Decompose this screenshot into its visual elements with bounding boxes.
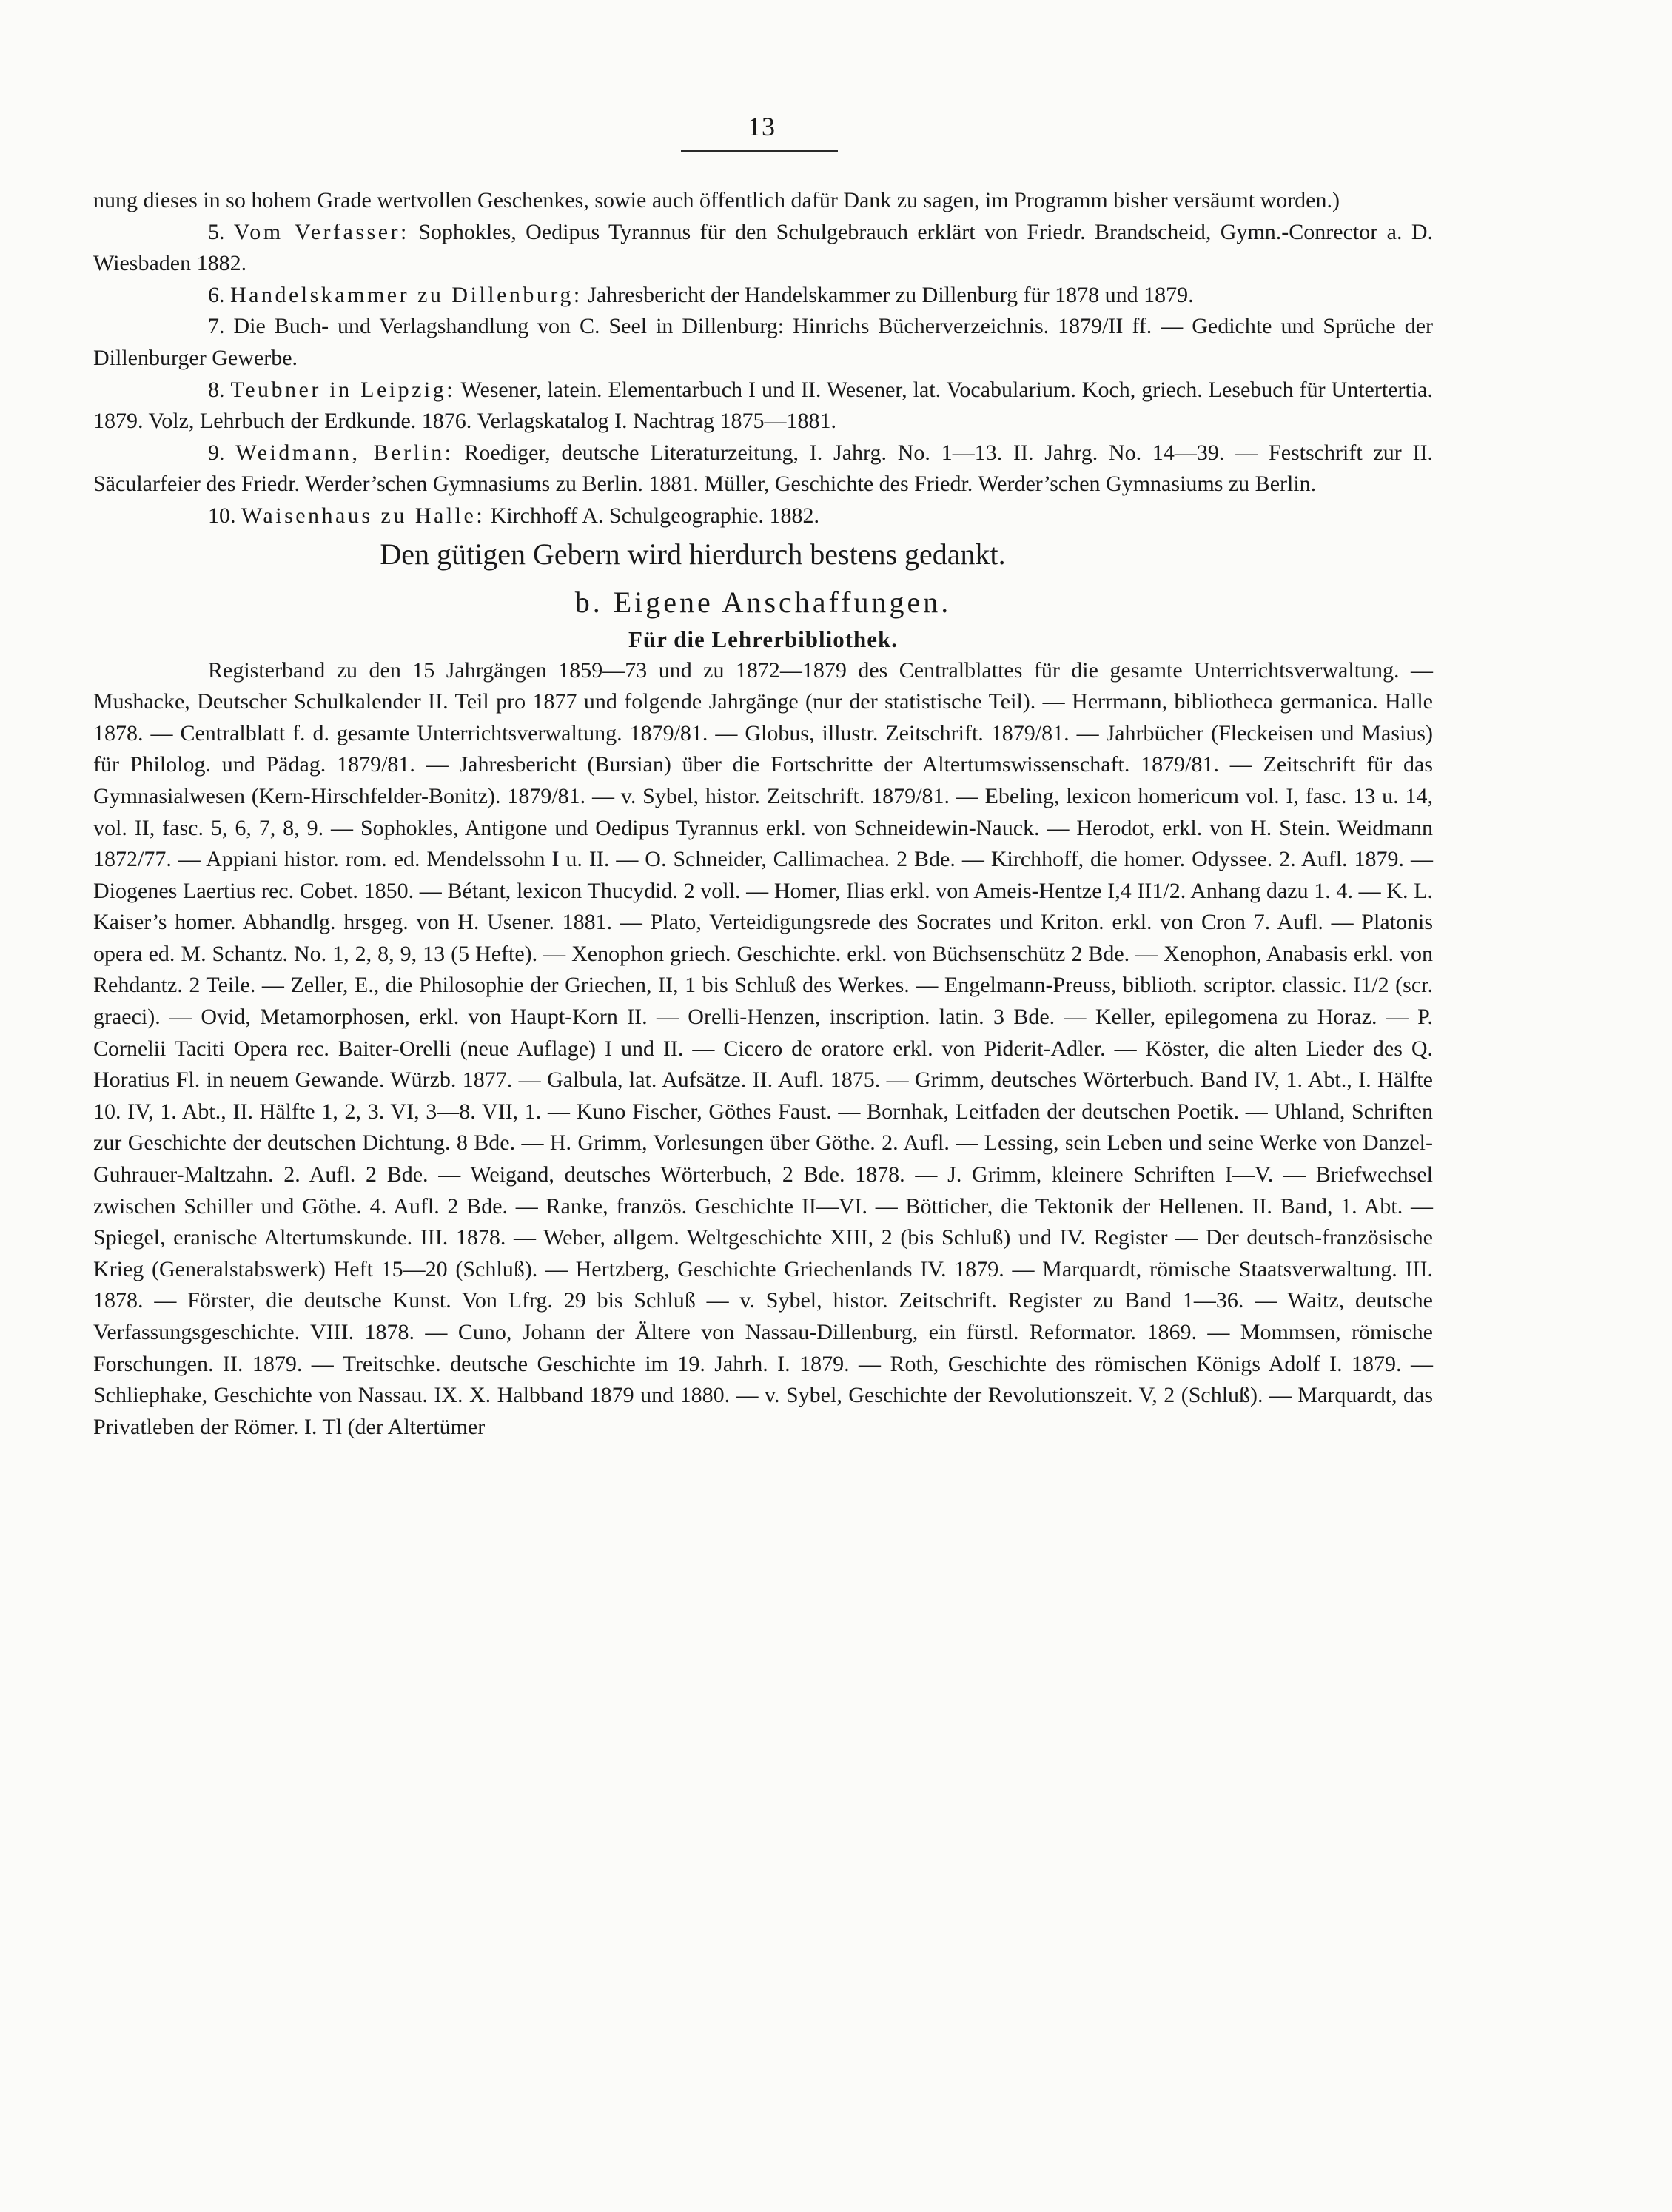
donation-item-10 — [93, 500, 1433, 532]
intro-continuation: nung dieses in so hohem Grade wertvollen Geschenkes, sowie auch öffentlich dafür Dank zu sagen, im Programm bisher versäumt worden.) — [93, 188, 1340, 212]
donation-text: Kirchhoff A. Schulgeographie. 1882. — [490, 503, 820, 528]
acquisitions-paragraph: Registerband zu den 15 Jahrgängen 1859—73 und zu 1872—1879 des Centralblattes für die gesamte Unterrichtsverwaltung. — Mushacke, Deutscher Schulkalender II. Teil pro 1877 und folgende Jahrgänge (nur der statistische Teil). — Herrmann, bibliotheca germanica. Halle 1878. — Centralblatt f. d. gesamte Unterrichtsverwaltung. 1879/81. — Globus, illustr. Zeitschrift. 1879/81. — Jahrbücher (Fleckeisen und Masius) für Philolog. und Pädag. 1879/81. — Jahresbericht (Bursian) über die Fortschritte der Altertumswissenschaft. 1879/81. — Zeitschrift für das Gymnasialwesen (Kern-Hirschfelder-Bonitz). 1879/81. — v. Sybel, histor. Zeitschrift. 1879/81. — Ebeling, lexicon homericum vol. I, fasc. 13 u. 14, vol. II, fasc. 5, 6, 7, 8, 9. — Sophokles, Antigone und Oedipus Tyrannus erkl. von Schneidewin-Nauck. — Herodot, erkl. von H. Stein. Weidmann 1872/77. — Appiani histor. rom. ed. Mendelssohn I u. II. — O. Schneider, Callimachea. 2 Bde. — Kirchhoff, die homer. Odyssee. 2. Aufl. 1879. — Diogenes Laertius rec. Cobet. 1850. — Bétant, lexicon Thucydid. 2 voll. — Homer, Ilias erkl. von Ameis-Hentze I,4 II1/2. Anhang dazu 1. 4. — K. L. Kaiser’s homer. Abhandlg. hrsgeg. von H. Usener. 1881. — Plato, Verteidigungsrede des Socrates und Kriton. erkl. von Cron 7. Aufl. — Platonis opera ed. M. Schantz. No. 1, 2, 8, 9, 13 (5 Hefte). — Xenophon griech. Geschichte. erkl. von Büchsenschütz 2 Bde. — Xenophon, Anabasis erkl. von Rehdantz. 2 Teile. — Zeller, E., die Philosophie der Griechen, II, 1 bis Schluß des Werkes. — Engelmann-Preuss, biblioth. scriptor. classic. I1/2 (scr. graeci). — Ovid, Metamorphosen, erkl. von Haupt-Korn II. — Orelli-Henzen, inscription. latin. 3 Bde. — Keller, epilegomena zu Horaz. — P. Cornelii Taciti Opera rec. Baiter-Orelli (neue Auflage) I und II. — Cicero de oratore erkl. von Piderit-Adler. — Köster, die alten Lieder des Q. Horatius Fl. in neuem Gewande. Würzb. 1877. — Galbula, lat. Aufsätze. II. Aufl. 1875. — Grimm, deutsches Wörterbuch. Band IV, 1. Abt., I. Hälfte 10. IV, 1. Abt., II. Hälfte 1, 2, 3. VI, 3—8. VII, 1. — Kuno Fischer, Göthes Faust. — Bornhak, Leitfaden der deutschen Poetik. — Uhland, Schriften zur Geschichte der deutschen Dichtung. 8 Bde. — H. Grimm, Vorlesungen über Göthe. 2. Aufl. — Lessing, sein Leben und seine Werke von Danzel-Guhrauer-Maltzahn. 2. Aufl. 2 Bde. — Weigand, deutsches Wörterbuch, 2 Bde. 1878. — J. Grimm, kleinere Schriften I—V. — Briefwechsel zwischen Schiller und Göthe. 4. Aufl. 2 Bde. — Ranke, französ. Geschichte II—VI. — Bötticher, die Tektonik der Hellenen. II. Band, 1. Abt. — Spiegel, eranische Altertumskunde. III. 1878. — Weber, allgem. Weltgeschichte XIII, 2 (bis Schluß) und IV. Register — Der deutsch-französische Krieg (Generalstabswerk) Heft 15—20 (Schluß). — Hertzberg, Geschichte Griechenlands IV. 1879. — Marquardt, römische Staatsverwaltung. III. 1878. — Förster, die deutsche Kunst. Von Lfrg. 29 bis Schluß — v. Sybel, histor. Zeitschrift. Register zu Band 1—36. — Waitz, deutsche Verfassungsgeschichte. VIII. 1878. — Cuno, Johann der Ältere von Nassau-Dillenburg, ein fürstl. Reformator. 1869. — Mommsen, römische Forschungen. II. 1879. — Treitschke. deutsche Geschichte im 19. Jahrh. I. 1879. — Roth, Geschichte des römischen Königs Adolf I. 1879. — Schliephake, Geschichte von Nassau. IX. X. Halbband 1879 und 1880. — v. Sybel, Geschichte der Revolutionszeit. V, 2 (Schluß). — Marquardt, das Privatleben der Römer. I. Tl (der Altertümer — [93, 657, 1433, 1439]
donation-number: 7. — [208, 314, 225, 339]
donation-item-9 — [93, 438, 1433, 500]
donation-number: 9. — [208, 440, 225, 465]
section-title: b. Eigene Anschaffungen. — [574, 585, 952, 619]
donation-number: 10. — [208, 503, 236, 528]
page-body — [93, 185, 1433, 1443]
donation-item-6 — [93, 280, 1433, 312]
donation-number: 8. — [208, 377, 225, 402]
donation-number: 6. — [208, 282, 225, 307]
donation-item-8 — [93, 375, 1433, 438]
donation-text: Jahresbericht der Handelskammer zu Dillenburg für 1878 und 1879. — [588, 282, 1194, 307]
donation-donor: Vom Verfasser: — [233, 219, 409, 244]
donation-donor: Die Buch- und Verlagshandlung von C. Seel in Dillenburg: — [233, 314, 785, 339]
subsection-title: Für die Lehrerbibliothek. — [628, 626, 899, 652]
donation-donor: Weidmann, Berlin: — [235, 440, 454, 465]
thanks-line: Den gütigen Gebern wird hierdurch bestens gedankt. — [380, 537, 1006, 571]
page-number: 13 — [748, 112, 776, 141]
donation-donor: Teubner in Leipzig: — [230, 377, 456, 402]
donation-text: Roediger, deutsche Literaturzeitung, I. Jahrg. No. 1—13. II. Jahrg. No. 14—39. — Festschrift zur II. Säcularfeier des Friedr. Werder’schen Gymnasiums zu Berlin. 1881. Müller, Geschichte des Friedr. Werder’schen Gymnasiums zu Berlin. — [93, 440, 1434, 497]
donation-number: 5. — [208, 219, 225, 244]
donation-text: Hinrichs Bücherverzeichnis. 1879/II ff. — Gedichte und Sprüche der Dillenburger Gewerbe. — [93, 314, 1433, 370]
donation-donor: Handelskammer zu Dillenburg: — [230, 282, 582, 307]
donation-item-5 — [93, 217, 1433, 280]
donation-donor: Waisenhaus zu Halle: — [241, 503, 486, 528]
page-number-rule — [681, 150, 838, 152]
donation-text: Wesener, latein. Elementarbuch I und II. Wesener, lat. Vocabularium. Koch, griech. Lesebuch für Untertertia. 1879. Volz, Lehrbuch der Erdkunde. 1876. Verlagskatalog I. Nachtrag 1875—1881. — [93, 377, 1433, 434]
donation-text: Sophokles, Oedipus Tyrannus für den Schulgebrauch erklärt von Friedr. Brandscheid, Gymn.-Conrector a. D. Wiesbaden 1882. — [93, 219, 1434, 276]
donation-item-7 — [93, 311, 1433, 374]
